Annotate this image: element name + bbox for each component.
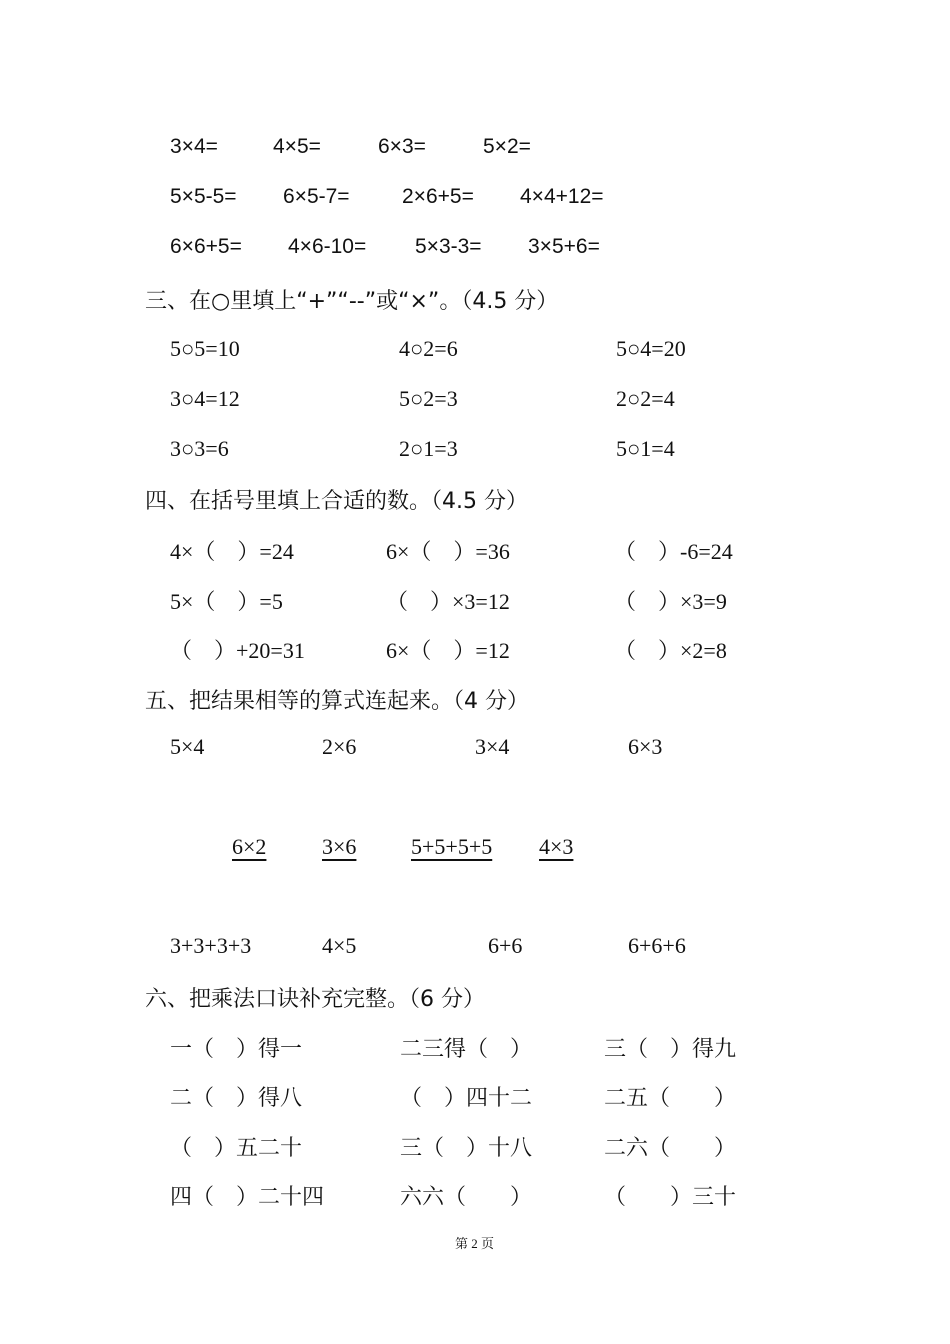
fill-operator-item: 5○2=3 — [399, 386, 458, 411]
fill-number-item: （ ）×3=12 — [386, 589, 510, 614]
fill-operator-item: 4○2=6 — [399, 336, 458, 361]
calc-item: 5×3-3= — [415, 235, 482, 258]
page-number: 第 2 页 — [455, 1236, 495, 1251]
calc-item: 5×2= — [483, 135, 531, 158]
rhyme-item: 二三得（ ） — [400, 1037, 533, 1062]
match-top-item: 3×4 — [475, 734, 510, 759]
match-top-item: 6×3 — [628, 734, 663, 759]
fill-number-item: 6×（ ）=12 — [386, 638, 510, 663]
rhyme-item: 三（ ）十八 — [400, 1136, 533, 1161]
fill-number-item: 6×（ ）=36 — [386, 539, 510, 564]
fill-number-item: 4×（ ）=24 — [170, 539, 294, 564]
fill-number-item: （ ）×2=8 — [614, 638, 727, 663]
rhyme-item: 三（ ）得九 — [604, 1037, 737, 1062]
calc-item: 4×4+12= — [520, 185, 604, 208]
section-four-title: 四、在括号里填上合适的数。（4.5 分） — [145, 489, 528, 514]
fill-operator-item: 3○3=6 — [170, 436, 229, 461]
rhyme-item: 二五（ ） — [604, 1086, 737, 1111]
match-middle-item: 3×6 — [322, 834, 357, 859]
fill-number-item: （ ）+20=31 — [170, 638, 305, 663]
calc-item: 4×6-10= — [288, 235, 367, 258]
match-bottom-item: 6+6+6 — [628, 933, 686, 958]
match-top-item: 5×4 — [170, 734, 205, 759]
calc-item: 6×3= — [378, 135, 426, 158]
rhyme-item: （ ）三十 — [604, 1185, 737, 1210]
match-middle-item: 6×2 — [232, 834, 267, 859]
rhyme-item: （ ）四十二 — [400, 1086, 533, 1111]
fill-operator-item: 2○1=3 — [399, 436, 458, 461]
calc-item: 6×5-7= — [283, 185, 350, 208]
fill-operator-item: 5○5=10 — [170, 336, 240, 361]
rhyme-item: 二六（ ） — [604, 1136, 737, 1161]
rhyme-item: 四（ ）二十四 — [170, 1185, 325, 1210]
fill-number-item: 5×（ ）=5 — [170, 589, 283, 614]
rhyme-item: 二（ ）得八 — [170, 1086, 303, 1111]
match-bottom-item: 4×5 — [322, 933, 357, 958]
fill-operator-item: 2○2=4 — [616, 386, 675, 411]
match-middle-item: 4×3 — [539, 834, 574, 859]
rhyme-item: （ ）五二十 — [170, 1136, 303, 1161]
fill-operator-item: 3○4=12 — [170, 386, 240, 411]
section-five-title: 五、把结果相等的算式连起来。（4 分） — [145, 689, 529, 714]
fill-number-item: （ ）×3=9 — [614, 589, 727, 614]
calc-item: 3×4= — [170, 135, 218, 158]
rhyme-item: 一（ ）得一 — [170, 1037, 303, 1062]
fill-operator-item: 5○1=4 — [616, 436, 675, 461]
match-bottom-item: 3+3+3+3 — [170, 933, 252, 958]
calc-item: 2×6+5= — [402, 185, 474, 208]
calc-item: 3×5+6= — [528, 235, 600, 258]
match-bottom-item: 6+6 — [488, 933, 523, 958]
fill-number-item: （ ）-6=24 — [614, 539, 733, 564]
calc-item: 5×5-5= — [170, 185, 237, 208]
section-six-title: 六、把乘法口诀补充完整。（6 分） — [145, 987, 485, 1012]
match-middle-item: 5+5+5+5 — [411, 834, 493, 859]
section-three-title: 三、在○里填上“+”“--”或“×”。（4.5 分） — [145, 289, 559, 314]
calc-item: 4×5= — [273, 135, 321, 158]
calc-item: 6×6+5= — [170, 235, 242, 258]
rhyme-item: 六六（ ） — [400, 1185, 533, 1210]
fill-operator-item: 5○4=20 — [616, 336, 686, 361]
match-top-item: 2×6 — [322, 734, 357, 759]
